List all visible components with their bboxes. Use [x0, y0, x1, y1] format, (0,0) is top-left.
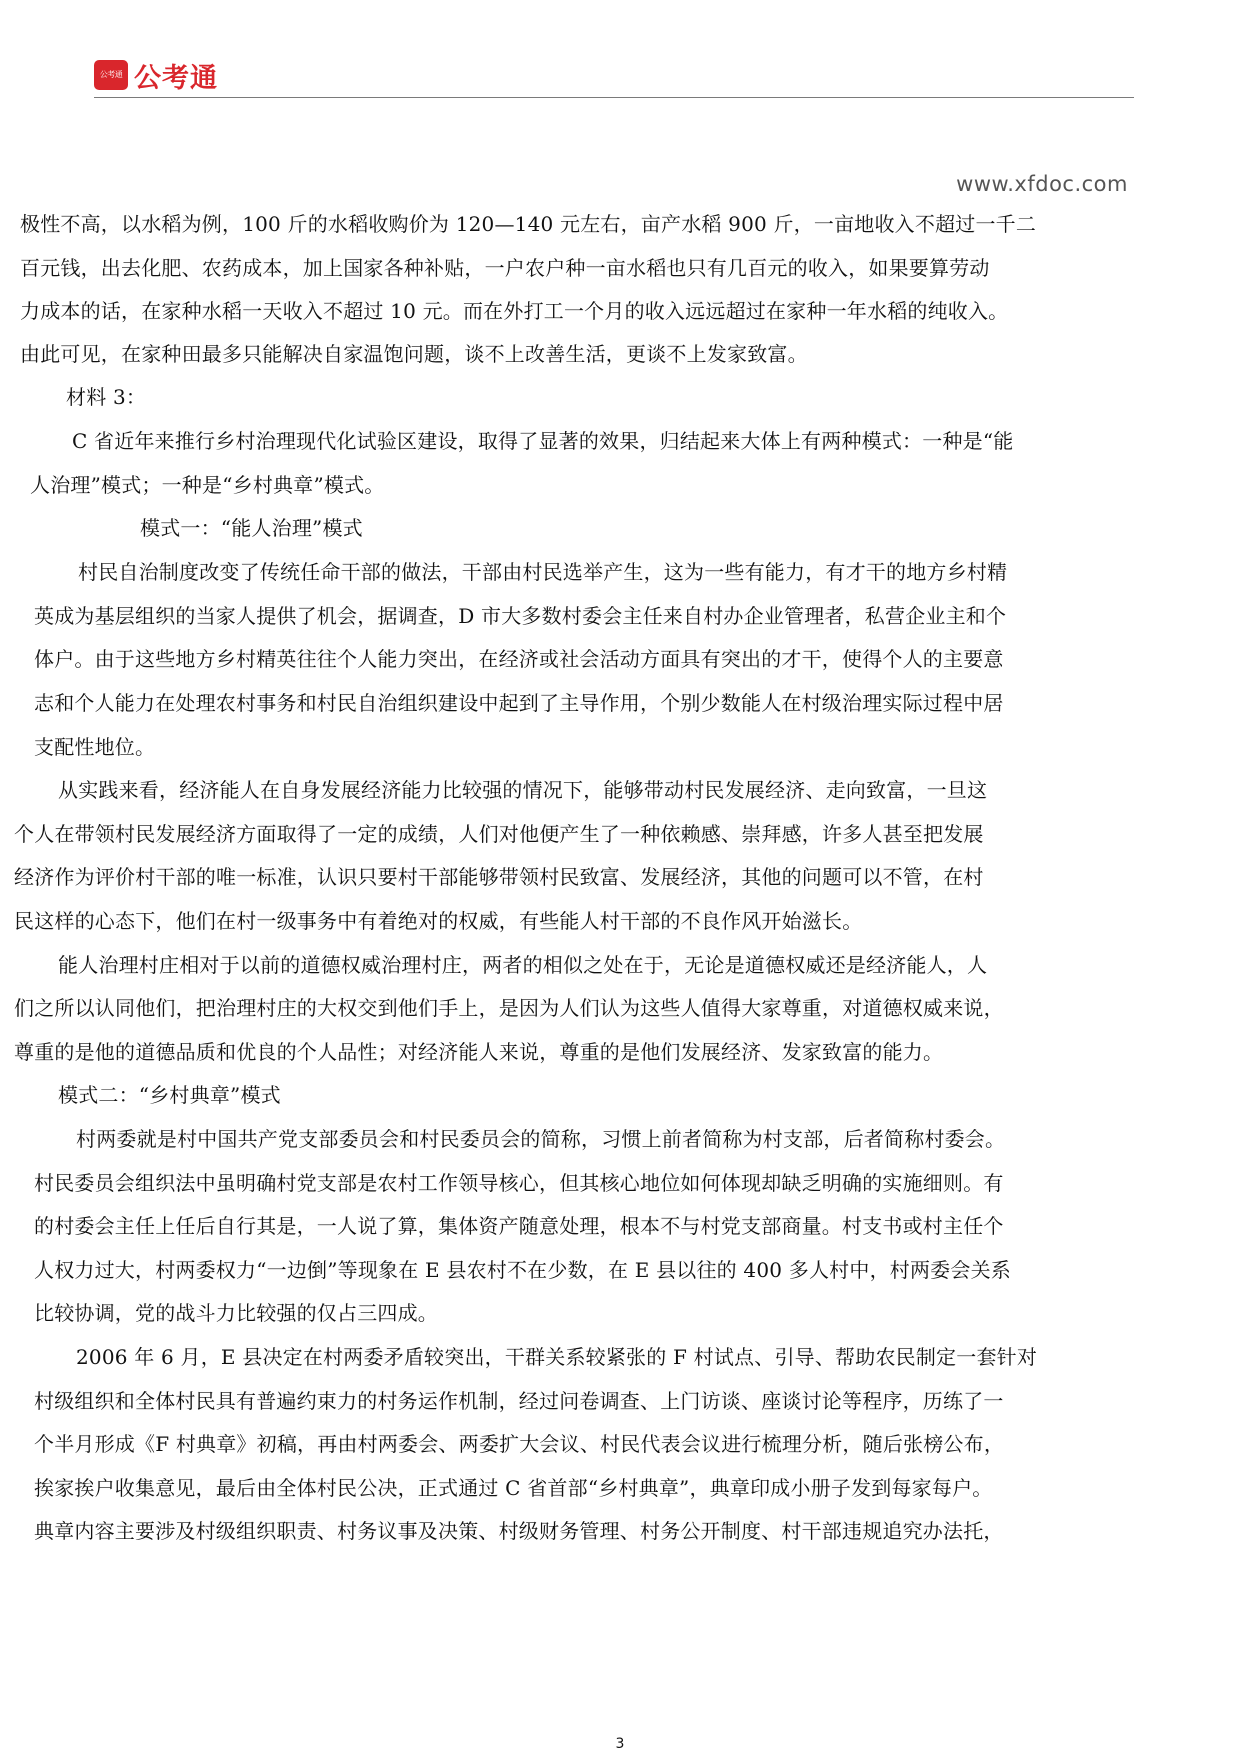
logo-text: 公考通 — [134, 63, 218, 94]
text-line: 百元钱，出去化肥、农药成本，加上国家各种补贴，一户农户种一亩水稻也只有几百元的收入，如果要算劳动 — [20, 256, 990, 280]
text-line: C 省近年来推行乡村治理现代化试验区建设，取得了显著的效果，归结起来大体上有两种模式：一种是“能 — [72, 429, 1014, 453]
text-line: 2006 年 6 月，E 县决定在村两委矛盾较突出，干群关系较紧张的 F 村试点、引导、帮助农民制定一套针对 — [76, 1345, 1038, 1369]
text-line: 从实践来看，经济能人在自身发展经济能力比较强的情况下，能够带动村民发展经济、走向致富，一旦这 — [58, 778, 988, 802]
text-line: 体户。由于这些地方乡村精英往往个人能力突出，在经济或社会活动方面具有突出的才干，使得个人的主要意 — [34, 647, 1004, 671]
page-header — [94, 58, 1134, 98]
text-line: 村两委就是村中国共产党支部委员会和村民委员会的简称，习惯上前者简称为村支部，后者简称村委会。 — [76, 1127, 1006, 1151]
subheading: 模式二：“乡村典章”模式 — [58, 1083, 281, 1107]
text-line: 极性不高，以水稻为例，100 斤的水稻收购价为 120—140 元左右，亩产水稻 900 斤，一亩地收入不超过一千二 — [20, 212, 1037, 236]
text-line: 民这样的心态下，他们在村一级事务中有着绝对的权威，有些能人村干部的不良作风开始滋长。 — [14, 909, 863, 933]
source-watermark: www.xfdoc.com — [956, 172, 1128, 196]
text-line: 英成为基层组织的当家人提供了机会，据调查，D 市大多数村委会主任来自村办企业管理者，私营企业主和个 — [34, 604, 1007, 628]
text-line: 由此可见，在家种田最多只能解决自家温饱问题，谈不上改善生活，更谈不上发家致富。 — [20, 342, 808, 366]
text-line: 村民自治制度改变了传统任命干部的做法，干部由村民选举产生，这为一些有能力，有才干的地方乡村精 — [78, 560, 1008, 584]
text-line: 的村委会主任上任后自行其是，一人说了算，集体资产随意处理，根本不与村党支部商量。村支书或村主任个 — [34, 1214, 1004, 1238]
text-line: 个半月形成《F 村典章》初稿，再由村两委会、两委扩大会议、村民代表会议进行梳理分析，随后张榜公布， — [34, 1432, 1005, 1456]
text-line: 尊重的是他的道德品质和优良的个人品性；对经济能人来说，尊重的是他们发展经济、发家致富的能力。 — [14, 1040, 944, 1064]
text-line: 能人治理村庄相对于以前的道德权威治理村庄，两者的相似之处在于，无论是道德权威还是经济能人，人 — [58, 953, 988, 977]
text-line: 支配性地位。 — [34, 735, 156, 759]
text-line: 挨家挨户收集意见，最后由全体村民公决，正式通过 C 省首部“乡村典章”，典章印成小册子发到每家每户。 — [34, 1476, 993, 1500]
text-line: 人权力过大，村两委权力“一边倒”等现象在 E 县农村不在少数，在 E 县以往的 400 多人村中，村两委会关系 — [34, 1258, 1011, 1282]
text-line: 村民委员会组织法中虽明确村党支部是农村工作领导核心，但其核心地位如何体现却缺乏明确的实施细则。有 — [34, 1171, 1004, 1195]
text-line: 们之所以认同他们，把治理村庄的大权交到他们手上，是因为人们认为这些人值得大家尊重，对道德权威来说， — [14, 996, 1004, 1020]
text-line: 经济作为评价村干部的唯一标准，认识只要村干部能够带领村民致富、发展经济，其他的问题可以不管，在村 — [14, 865, 984, 889]
header-divider — [94, 97, 1134, 98]
text-line: 人治理”模式；一种是“乡村典章”模式。 — [30, 473, 385, 497]
text-line: 村级组织和全体村民具有普遍约束力的村务运作机制，经过问卷调查、上门访谈、座谈讨论等程序，历练了一 — [34, 1389, 1004, 1413]
section-label: 材料 3： — [66, 385, 147, 409]
text-line: 志和个人能力在处理农村事务和村民自治组织建设中起到了主导作用，个别少数能人在村级治理实际过程中居 — [34, 691, 1004, 715]
text-line: 比较协调，党的战斗力比较强的仅占三四成。 — [34, 1301, 438, 1325]
text-line: 力成本的话，在家种水稻一天收入不超过 10 元。而在外打工一个月的收入远远超过在家种一年水稻的纯收入。 — [20, 299, 1009, 323]
text-line: 个人在带领村民发展经济方面取得了一定的成绩，人们对他便产生了一种依赖感、崇拜感，许多人甚至把发展 — [14, 822, 984, 846]
logo-icon: 公考通 — [94, 60, 128, 90]
subheading: 模式一：“能人治理”模式 — [140, 516, 363, 540]
text-line: 典章内容主要涉及村级组织职责、村务议事及决策、村级财务管理、村务公开制度、村干部违规追究办法托， — [34, 1519, 1004, 1543]
page-number: 3 — [615, 1736, 625, 1752]
